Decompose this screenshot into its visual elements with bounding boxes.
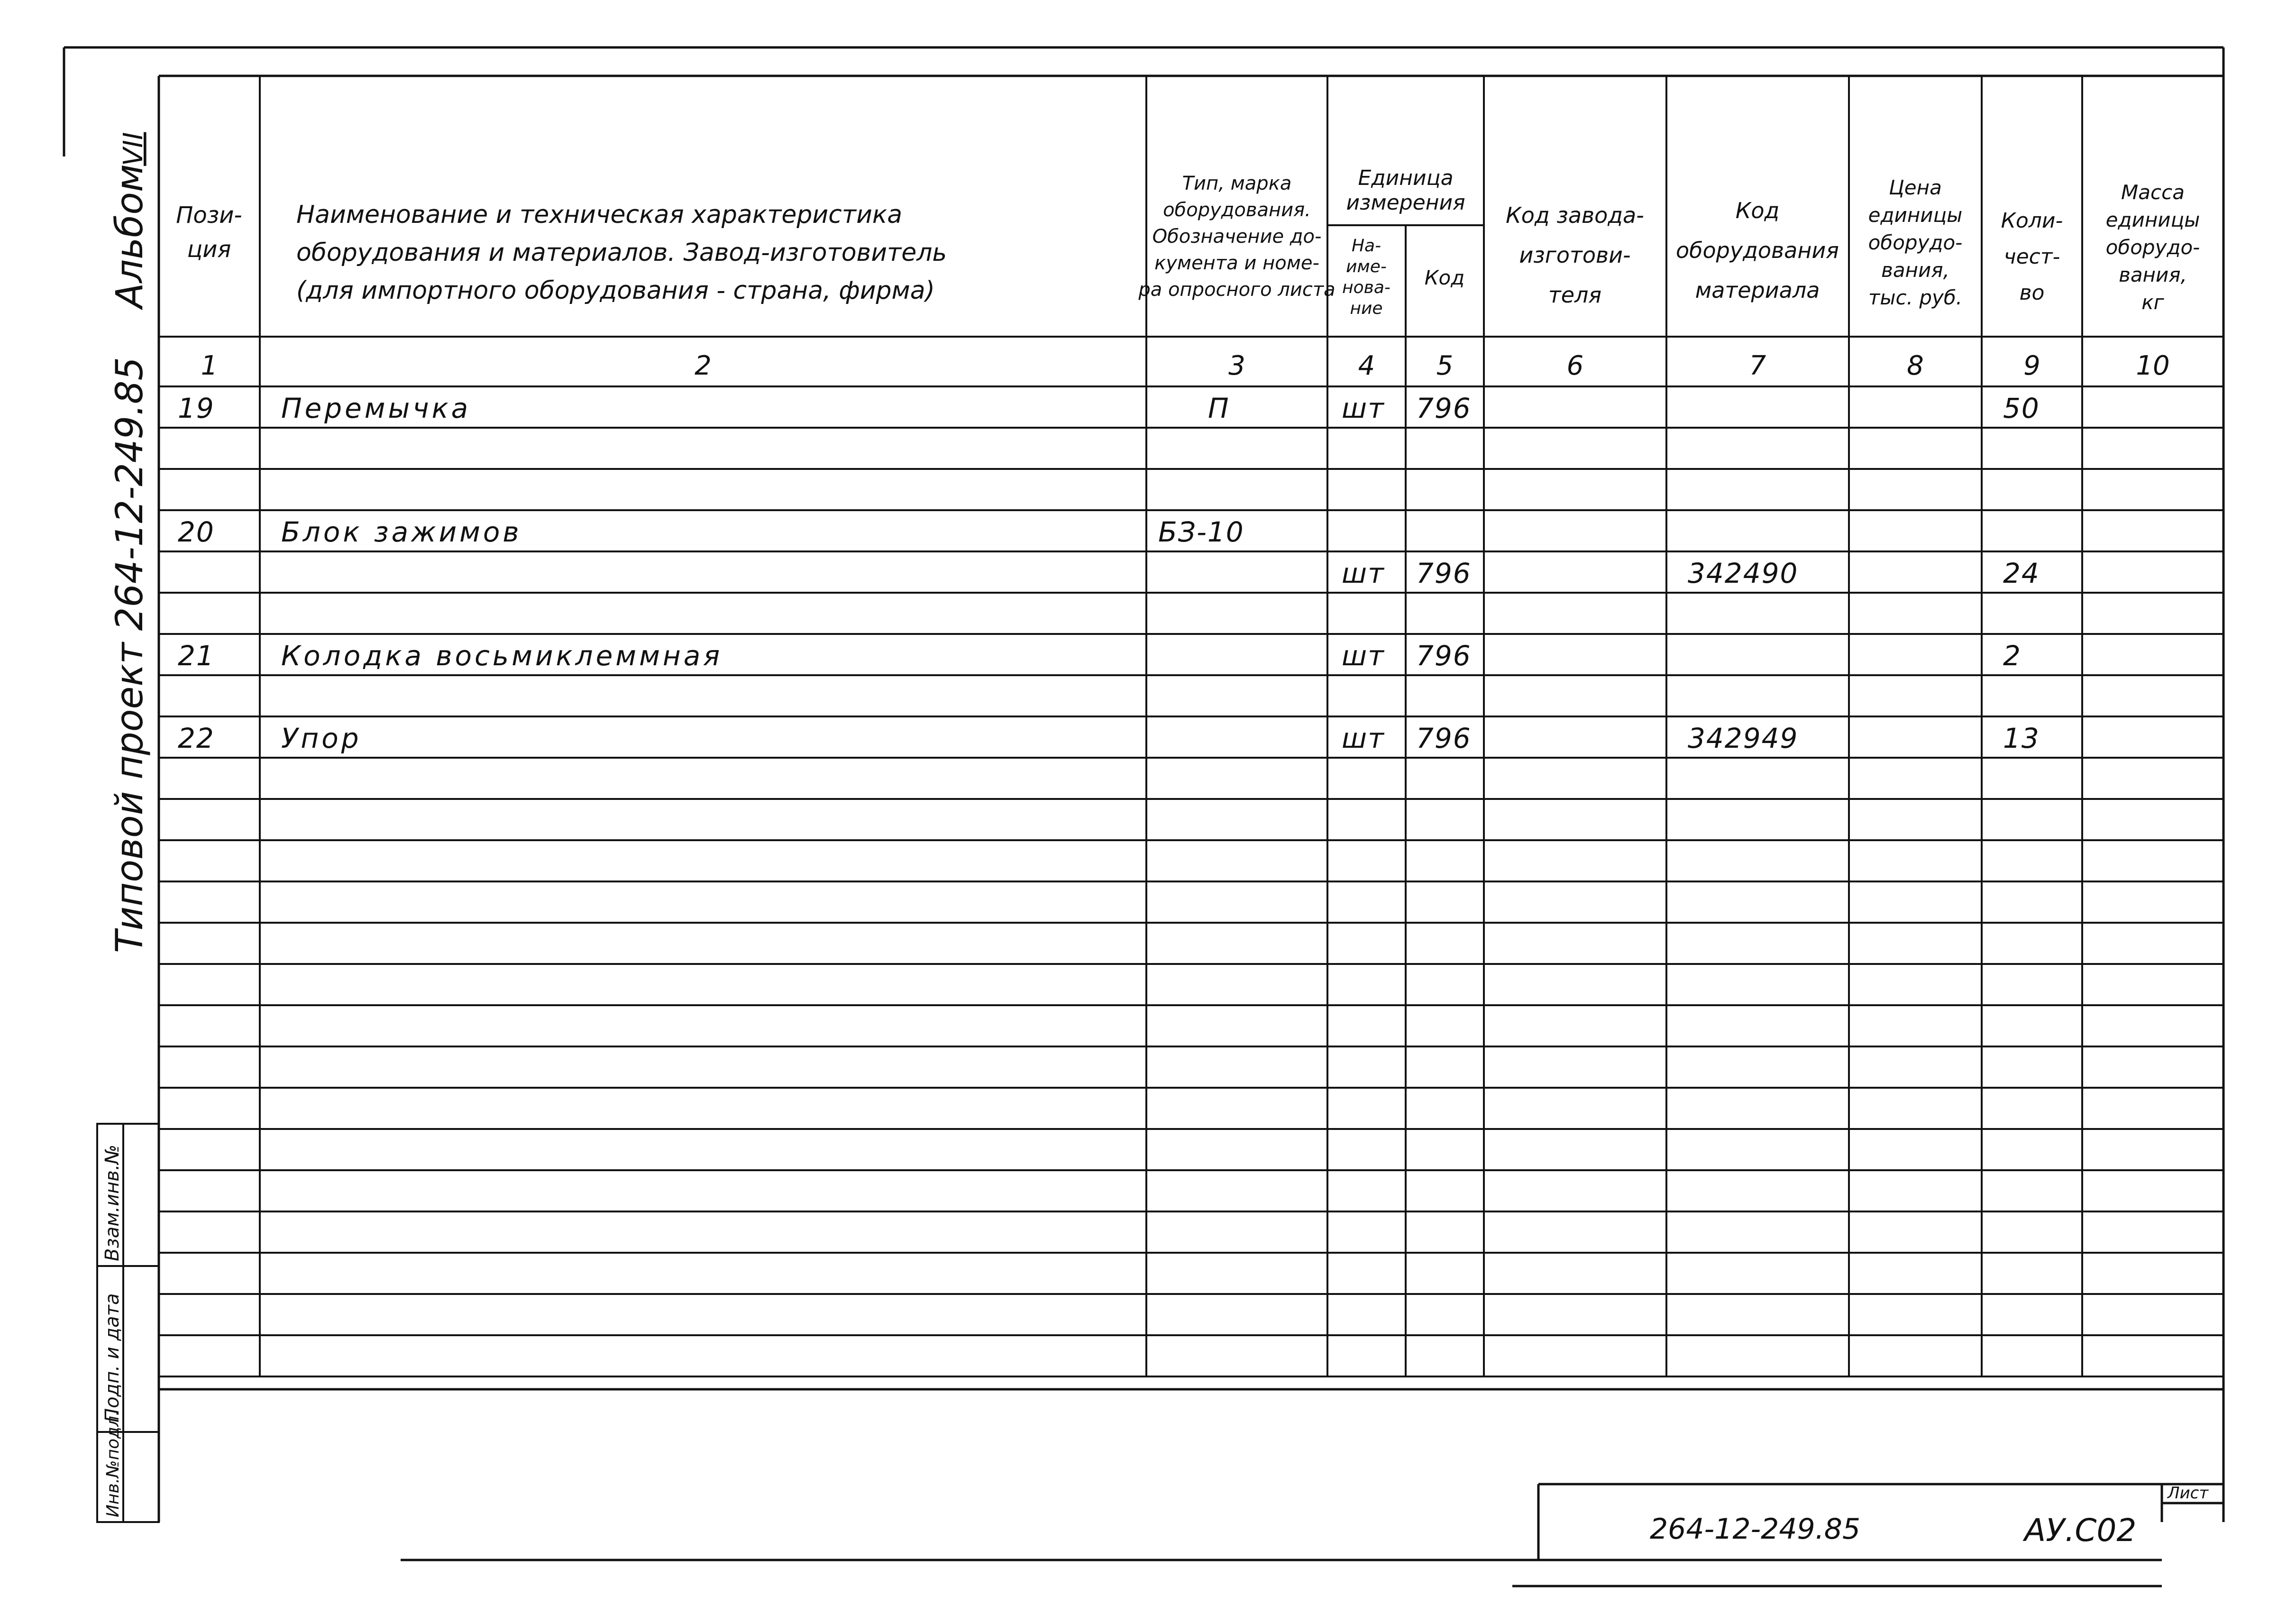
header-quantity-line: во [2019,281,2045,305]
header-factory-code-line: теля [1548,282,1602,308]
stamp-label-replacement-inventory: Взам.инв.№ [101,1144,123,1261]
header-factory-code-line: изготови- [1519,242,1631,268]
table-row [1342,557,2040,589]
side-title-album: Альбом [109,164,151,308]
header-unit-price-line: единицы [1868,203,1963,227]
column-number-3: 3 [1228,350,1245,381]
cell-pos: 22 [178,722,215,754]
header-unit-mass-line: вания, [2119,263,2187,286]
header-type-mark-line: оборудования. [1163,199,1311,221]
title-block-document-code: 264-12-249.85 [1650,1513,1861,1546]
header-type-mark-line: кумента и номе- [1154,252,1319,274]
column-number-7: 7 [1749,350,1766,381]
header-equipment-code-line: оборудования [1676,238,1839,263]
header-unit-name-line: На- [1351,236,1381,256]
table-body [178,392,2040,754]
header-quantity-line: чест- [2003,245,2060,269]
cell-qty: 24 [2003,557,2040,589]
cell-unit: шт [1342,392,1385,424]
header-name-line: Наименование и техническая характеристика [296,201,903,229]
table-row [178,516,1244,548]
header-unit-name-line: име- [1346,257,1387,276]
stamp-strip [97,1124,159,1522]
column-numbers-row [201,350,2170,381]
header-unit-mass-line: Масса [2121,181,2185,204]
header-unit-mass-line: оборудо- [2105,236,2200,259]
cell-equip: 342490 [1688,557,1799,589]
header-position-line: ция [187,236,231,263]
cell-code: 796 [1416,722,1472,754]
header-type-mark-line: Обозначение до- [1152,226,1322,248]
header-equipment-code-line: материала [1695,277,1820,303]
column-number-6: 6 [1566,350,1584,381]
header-factory-code-line: Код завода- [1506,202,1644,228]
column-number-2: 2 [695,350,712,381]
stamp-label-original-inventory: Инв.№подл. [103,1410,123,1517]
side-title-album-number: VII [118,132,149,166]
header-unit-name-line: нова- [1342,278,1390,297]
cell-name: Перемычка [281,392,471,424]
cell-qty: 2 [2003,640,2022,672]
cell-name: Упор [281,722,362,754]
table-row [178,722,2040,754]
header-type-mark-line: Тип, марка [1182,173,1292,194]
header-name-line: (для импортного оборудования - страна, фирма) [296,276,935,305]
cell-name: Блок зажимов [281,516,522,548]
header-name-line: оборудования и материалов. Завод-изготовитель [296,239,947,267]
cell-unit: шт [1342,557,1385,589]
header-unit-code-line: Код [1424,266,1465,289]
cell-type: БЗ-10 [1158,516,1244,548]
header-unit-price-line: тыс. руб. [1868,286,1963,309]
header-unit-mass-line: кг [2141,291,2164,314]
header-unit-name-line: ние [1350,299,1383,318]
cell-name: Колодка восьмиклеммная [281,640,723,672]
header-unit-mass-line: единицы [2105,208,2200,231]
header-unit-group-line: Единица [1358,166,1454,190]
side-title [109,132,151,953]
cell-code: 796 [1416,557,1472,589]
column-number-4: 4 [1358,350,1375,381]
table-row [178,640,2022,672]
cell-unit: шт [1342,722,1385,754]
cell-equip: 342949 [1688,722,1799,754]
title-block [401,1484,2223,1586]
header-unit-price-line: вания, [1881,258,1949,282]
column-number-1: 1 [201,350,218,381]
header-unit-price-line: Цена [1889,176,1942,199]
title-block-sheet-code: АУ.С02 [2024,1512,2137,1549]
cell-qty: 50 [2003,392,2040,424]
header-unit-group-line: измерения [1346,191,1465,215]
cell-pos: 21 [178,640,215,672]
table-row [178,392,2040,424]
cell-qty: 13 [2003,722,2040,754]
column-number-9: 9 [2023,350,2040,381]
header-equipment-code-line: Код [1735,198,1780,223]
column-number-8: 8 [1907,350,1924,381]
cell-unit: шт [1342,640,1385,672]
cell-type: П [1208,392,1230,424]
header-position-line: Пози- [176,202,242,229]
header-type-mark-line: ра опросного листа [1138,279,1336,301]
header-quantity-line: Коли- [2001,209,2063,233]
column-number-10: 10 [2136,350,2170,381]
table-header [176,166,2200,318]
cell-code: 796 [1416,640,1472,672]
cell-pos: 19 [178,392,215,424]
cell-code: 796 [1416,392,1472,424]
title-block-sheet-label: Лист [2168,1484,2209,1503]
stamp-label-signature-date: Подп. и дата [101,1293,123,1422]
side-title-project: Типовой проект 264-12-249.85 [109,357,151,953]
column-number-5: 5 [1436,350,1454,381]
cell-pos: 20 [178,516,215,548]
header-unit-price-line: оборудо- [1868,231,1963,254]
